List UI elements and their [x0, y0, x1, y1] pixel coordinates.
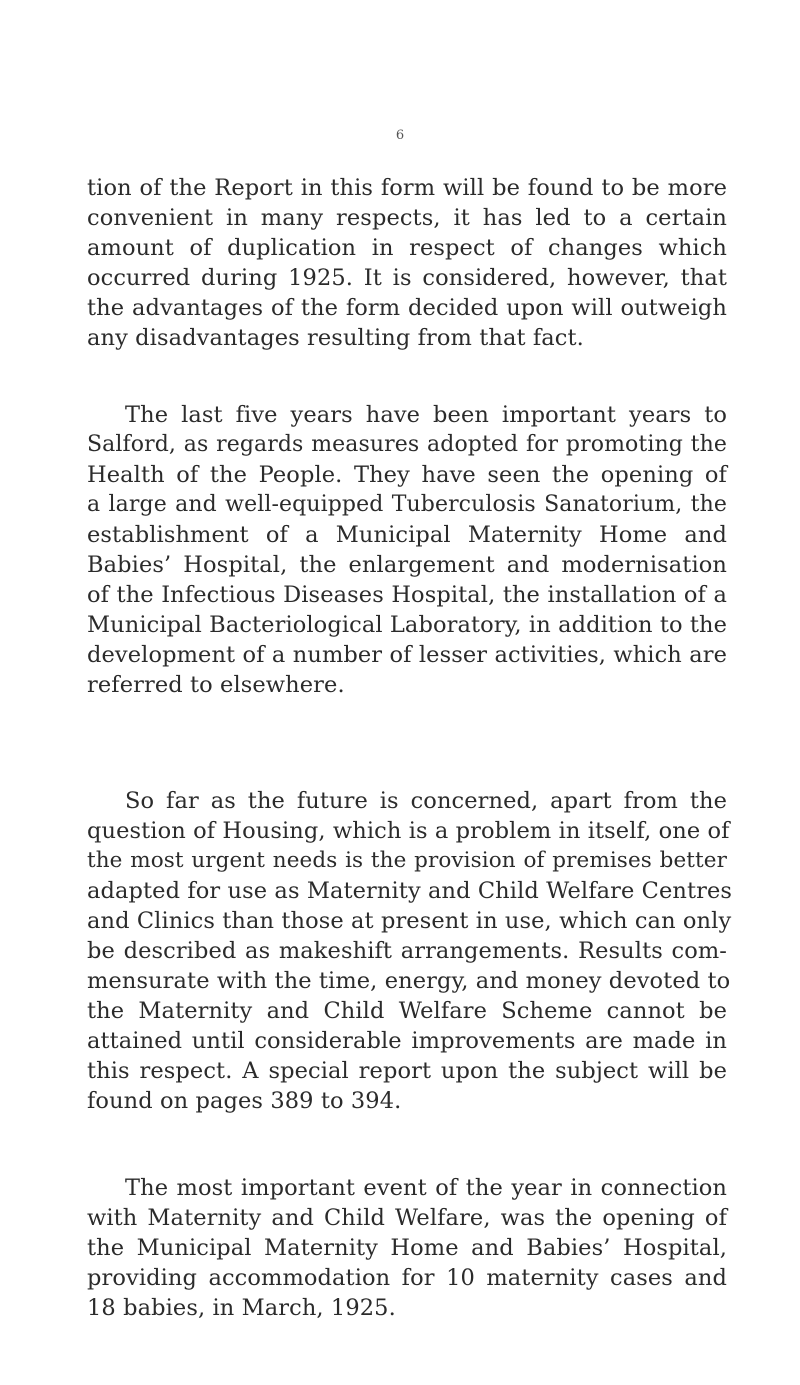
text-line: tion of the Report in this form will be found to be more [87, 175, 727, 201]
text-line: the Municipal Maternity Home and Babies’ Hospital, [87, 1235, 727, 1261]
text-line: development of a number of lesser activities, which are [87, 642, 727, 668]
text-line: referred to elsewhere. [87, 672, 345, 698]
text-line: So far as the future is concerned, apart from the [125, 788, 727, 814]
text-line: amount of duplication in respect of changes which [87, 235, 727, 261]
paragraph-4 [87, 1173, 727, 1323]
text-line: found on pages 389 to 394. [87, 1088, 402, 1114]
text-line: providing accommodation for 10 maternity cases and [87, 1265, 727, 1291]
text-line: of the Infectious Diseases Hospital, the installation of a [87, 582, 727, 608]
text-line: a large and well-equipped Tuberculosis Sanatorium, the [87, 492, 727, 517]
text-line: establishment of a Municipal Maternity Home and [87, 522, 727, 548]
text-line: the advantages of the form decided upon will outweigh [87, 295, 727, 321]
text-line: 18 babies, in March, 1925. [87, 1295, 396, 1321]
text-line: any disadvantages resulting from that fact. [87, 325, 584, 351]
text-line: Health of the People. They have seen the opening of [87, 462, 727, 488]
paragraph-2 [87, 400, 727, 700]
text-line: convenient in many respects, it has led to a certain [87, 205, 727, 231]
text-line: the most urgent needs is the provision of premises better [87, 848, 727, 873]
text-line: occurred during 1925. It is considered, however, that [87, 265, 727, 291]
text-line: Salford, as regards measures adopted for promoting the [87, 432, 727, 457]
text-line: The most important event of the year in connection [125, 1175, 727, 1201]
text-line: and Clinics than those at present in use, which can only [87, 908, 732, 934]
paragraph-3 [87, 786, 733, 1116]
text-line: attained until considerable improvements are made in [87, 1028, 727, 1054]
text-line: the Maternity and Child Welfare Scheme cannot be [87, 998, 727, 1024]
text-line: with Maternity and Child Welfare, was the opening of [87, 1205, 727, 1231]
text-line: be described as makeshift arrangements. Results com- [87, 938, 727, 964]
text-line: Municipal Bacteriological Laboratory, in addition to the [87, 612, 728, 638]
text-line: mensurate with the time, energy, and money devoted to [87, 968, 731, 994]
text-line: adapted for use as Maternity and Child Welfare Centres [87, 878, 733, 904]
page-number: 6 [395, 128, 405, 143]
text-line: this respect. A special report upon the subject will be [87, 1058, 727, 1084]
text-line: Babies’ Hospital, the enlargement and modernisation [87, 552, 727, 578]
text-line: question of Housing, which is a problem in itself, one of [87, 818, 730, 844]
paragraph-1 [87, 173, 727, 353]
text-line: The last five years have been important years to [125, 402, 727, 428]
